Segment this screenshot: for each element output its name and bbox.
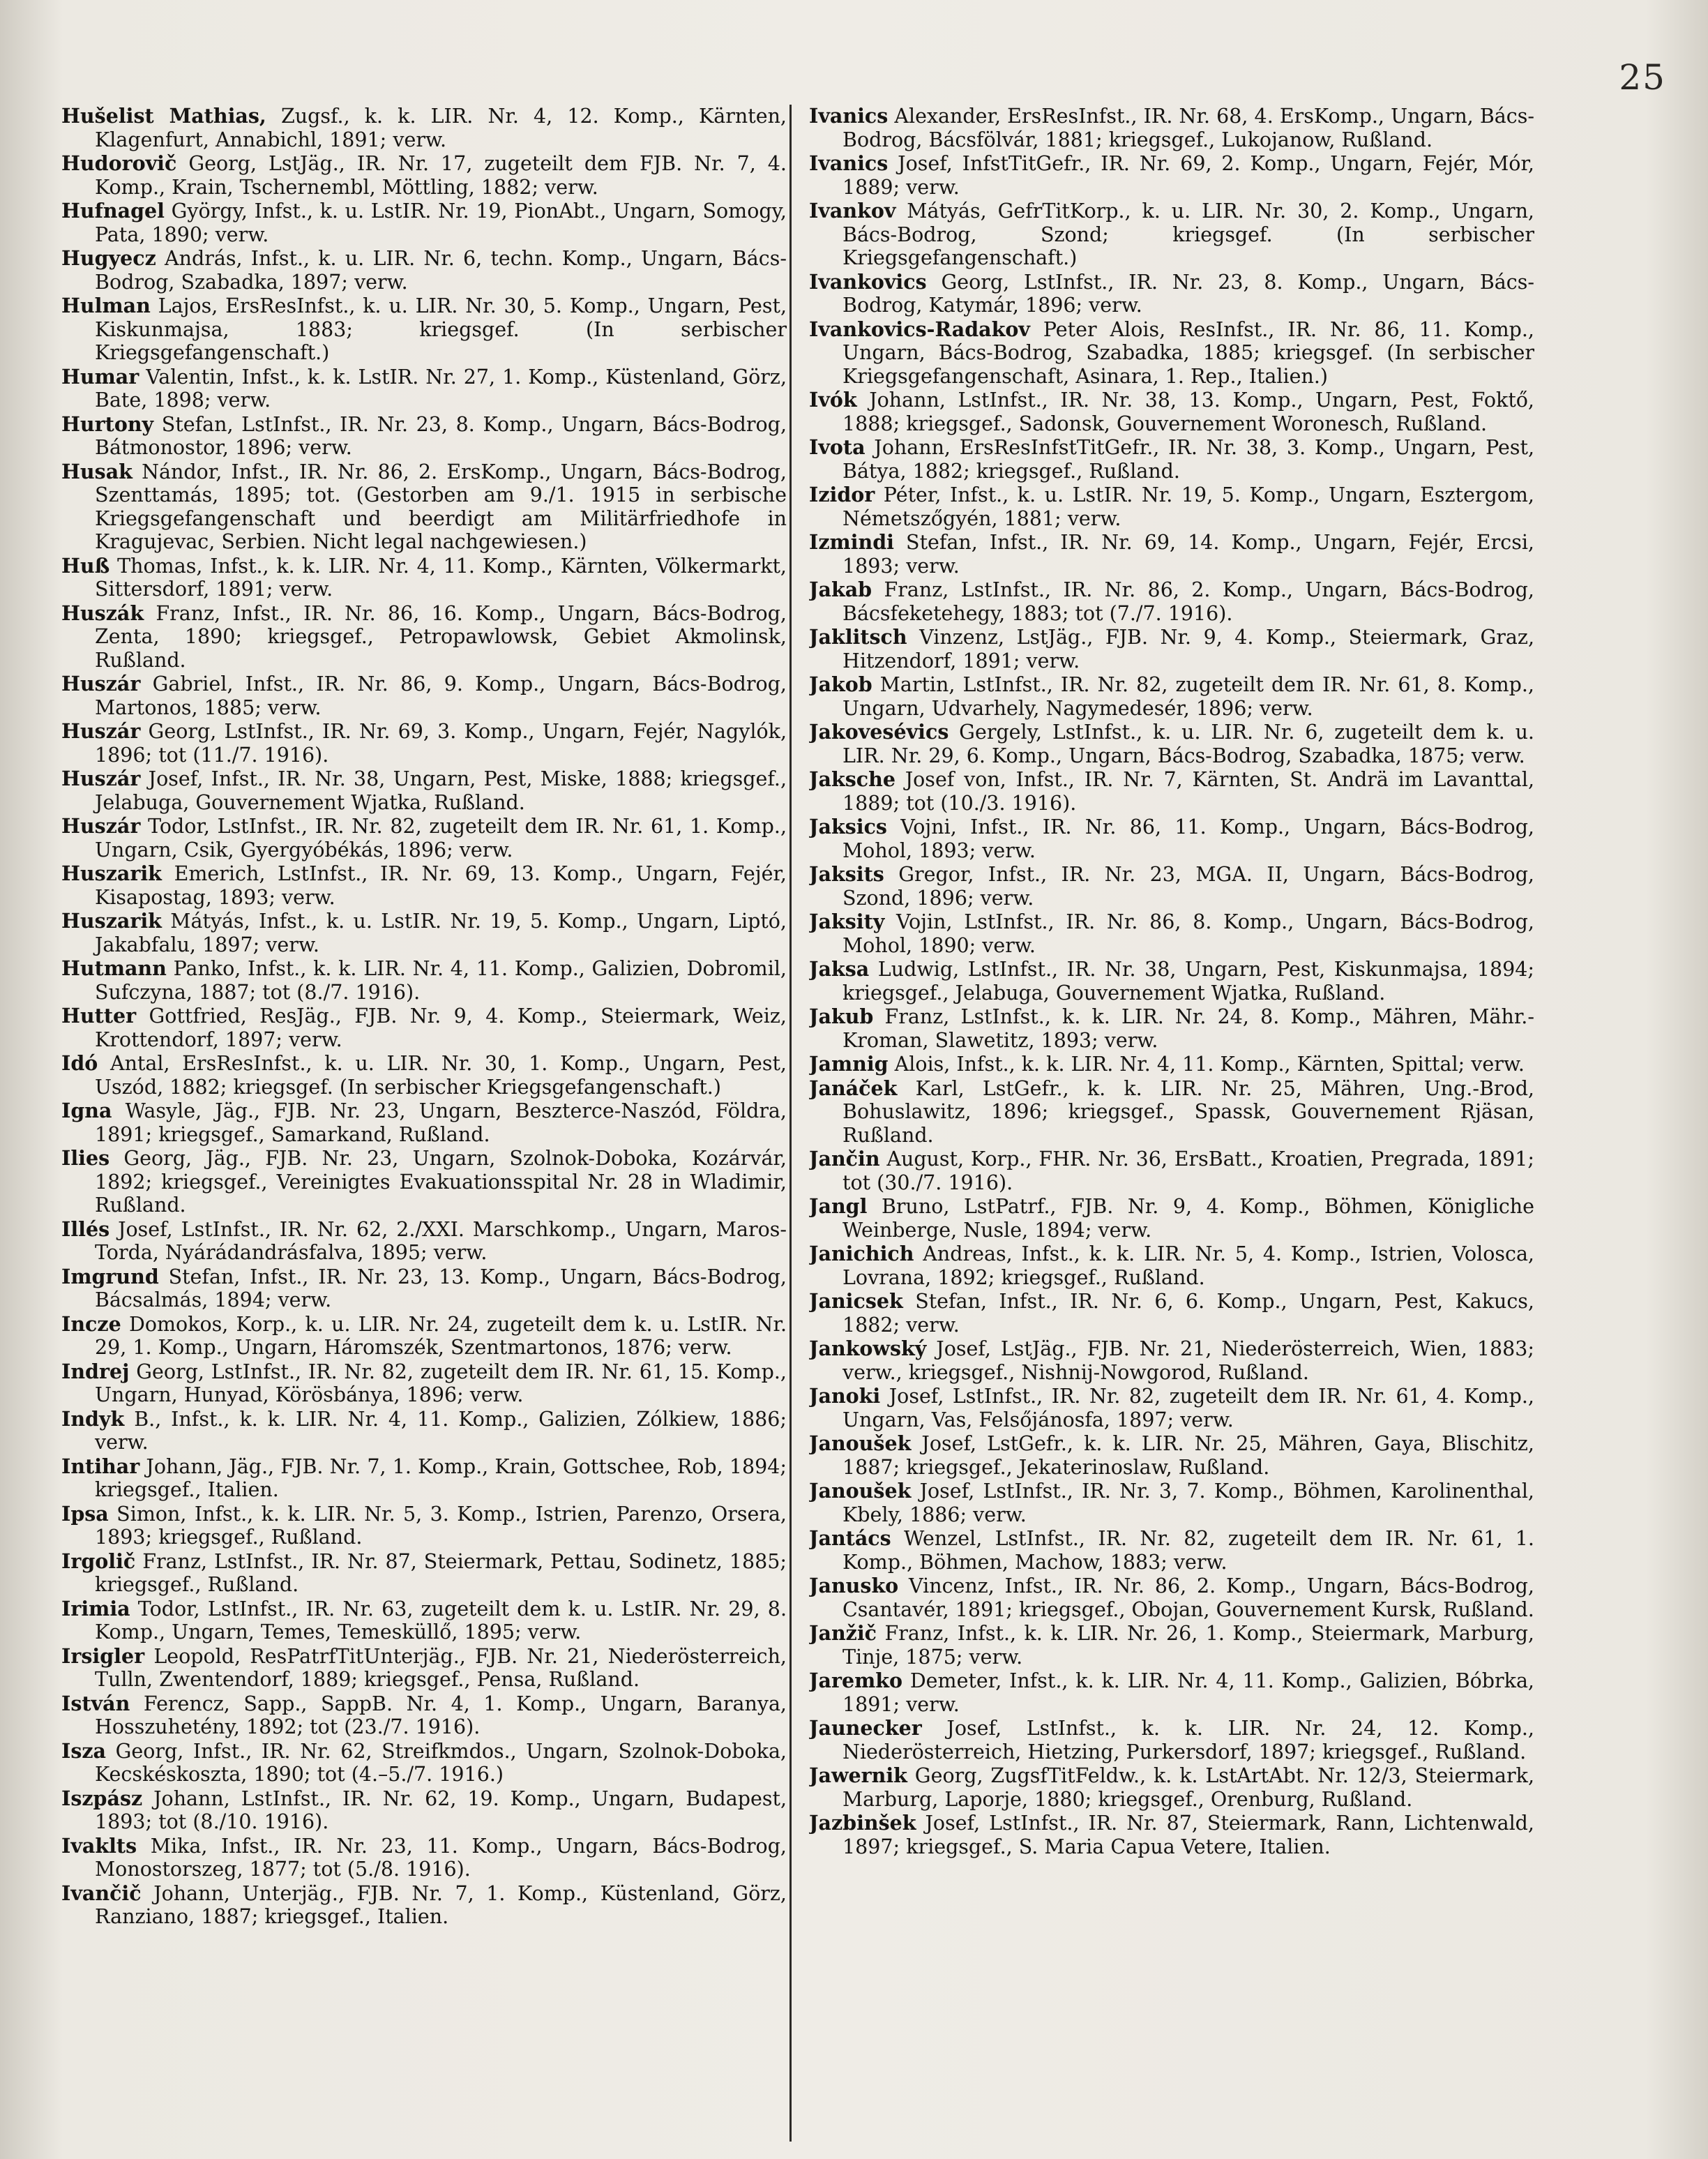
entry-surname: Janžič: [809, 1621, 877, 1645]
list-entry: [809, 768, 1534, 815]
entry-surname: Iszpász: [61, 1786, 143, 1810]
list-entry: [809, 436, 1534, 483]
entry-details: Peter Alois, ResInfst., IR. Nr. 86, 11. Komp., Ungarn, Bács-Bodrog, Szabadka, 1885; kriegsgef. (In serbischer Kriegsgefangenschaft, Asinara, 1. Rep., Italien.): [842, 317, 1534, 388]
entry-details: Johann, Unterjäg., FJB. Nr. 7, 1. Komp., Küstenland, Görz, Ranziano, 1887; kriegsgef., Italien.: [95, 1881, 787, 1928]
entry-surname: Jančin: [809, 1147, 880, 1171]
entry-details: Georg, Infst., IR. Nr. 62, Streifkmdos., Ungarn, Szolnok-Doboka, Kecskéskoszta, 1890; tot (4.–5./7. 1916.): [95, 1739, 787, 1786]
list-entry: [809, 863, 1534, 910]
entry-details: Johann, LstInfst., IR. Nr. 62, 19. Komp., Ungarn, Budapest, 1893; tot (8./10. 1916).: [95, 1786, 787, 1833]
entry-surname: Humar: [61, 364, 139, 389]
list-entry: [809, 958, 1534, 1005]
entry-surname: Hulman: [61, 294, 151, 317]
entry-surname: Hugyecz: [61, 246, 156, 270]
entry-details: Georg, Jäg., FJB. Nr. 23, Ungarn, Szolnok-Doboka, Kozárvár, 1892; kriegsgef., Vereinigtes Evakuationsspital Nr. 28 in Wladimir, Rußland.: [95, 1147, 787, 1217]
list-entry: [809, 910, 1534, 957]
entry-details: Thomas, Infst., k. k. LIR. Nr. 4, 11. Komp., Kärnten, Völkermarkt, Sittersdorf, 1891; verw.: [95, 554, 787, 601]
entry-details: Josef von, Infst., IR. Nr. 7, Kärnten, St. Andrä im Lavanttal, 1889; tot (10./3. 1916).: [842, 768, 1534, 815]
entry-details: Franz, LstInfst., k. k. LIR. Nr. 24, 8. Komp., Mähren, Mähr.-Kroman, Slawetitz, 1893; verw.: [842, 1005, 1534, 1052]
entry-details: Bruno, LstPatrf., FJB. Nr. 9, 4. Komp., Böhmen, Königliche Weinberge, Nusle, 1894; verw.: [842, 1195, 1534, 1242]
list-entry: [61, 1408, 787, 1454]
entry-surname: Jamnig: [809, 1052, 889, 1076]
entry-surname: Jaksche: [809, 767, 895, 791]
entry-details: Josef, LstGefr., k. k. LIR. Nr. 25, Mähren, Gaya, Blischitz, 1887; kriegsgef., Jekaterinoslaw, Rußland.: [842, 1432, 1534, 1479]
list-entry: [61, 862, 787, 909]
list-entry: [809, 1574, 1534, 1621]
list-entry: [61, 1218, 787, 1265]
entry-surname: Jaksits: [809, 862, 884, 886]
entry-surname: Huszár: [61, 767, 141, 790]
list-entry: [61, 200, 787, 246]
entry-details: Georg, LstInfst., IR. Nr. 69, 3. Komp., Ungarn, Fejér, Nagylók, 1896; tot (11./7. 1916).: [95, 720, 787, 767]
list-entry: [61, 1099, 787, 1146]
entry-details: Josef, Infst., IR. Nr. 38, Ungarn, Pest, Miske, 1888; kriegsgef., Jelabuga, Gouvernement Wjatka, Rußland.: [95, 767, 787, 814]
list-entry: [61, 1265, 787, 1312]
entry-surname: Jakovesévics: [809, 720, 949, 744]
entry-surname: Huß: [61, 553, 110, 578]
list-entry: [809, 721, 1534, 767]
page-number: 25: [1619, 57, 1666, 98]
list-entry: [61, 1005, 787, 1051]
entry-details: Leopold, ResPatrfTitUnterjäg., FJB. Nr. 21, Niederösterreich, Tulln, Zwentendorf, 1889; kriegsgef., Pensa, Rußland.: [95, 1644, 787, 1691]
entry-surname: Irgolič: [61, 1549, 136, 1573]
column-divider: [789, 105, 792, 2142]
entry-details: Franz, Infst., k. k. LIR. Nr. 26, 1. Komp., Steiermark, Marburg, Tinje, 1875; verw.: [842, 1622, 1534, 1669]
entry-surname: Janoki: [809, 1384, 881, 1408]
list-entry: [809, 1148, 1534, 1194]
entry-details: Andreas, Infst., k. k. LIR. Nr. 5, 4. Komp., Istrien, Volosca, Lovrana, 1892; kriegsgef., Rußland.: [842, 1242, 1534, 1289]
entry-surname: Jakob: [809, 672, 872, 696]
list-entry: [61, 152, 787, 199]
entry-details: Johann, LstInfst., IR. Nr. 38, 13. Komp., Ungarn, Pest, Foktő, 1888; kriegsgef., Sadonsk, Gouvernement Woronesch, Rußland.: [842, 389, 1534, 435]
entry-surname: Huszár: [61, 719, 141, 743]
entry-details: Alois, Infst., k. k. LIR. Nr. 4, 11. Komp., Kärnten, Spittal; verw.: [888, 1053, 1525, 1076]
entry-surname: Izidor: [809, 483, 875, 506]
entry-details: Stefan, LstInfst., IR. Nr. 23, 8. Komp., Ungarn, Bács-Bodrog, Bátmonostor, 1896; verw.: [95, 412, 787, 459]
list-entry: [809, 1053, 1534, 1076]
list-entry: [61, 720, 787, 767]
list-entry: [809, 1432, 1534, 1479]
entry-surname: Jakub: [809, 1005, 874, 1028]
entry-surname: Janichich: [809, 1242, 914, 1265]
list-entry: [809, 318, 1534, 389]
entry-details: Demeter, Infst., k. k. LIR. Nr. 4, 11. Komp., Galizien, Bóbrka, 1891; verw.: [842, 1669, 1534, 1716]
entry-surname: Indrej: [61, 1359, 130, 1383]
entry-surname: Jaunecker: [809, 1716, 922, 1740]
entry-details: Wasyle, Jäg., FJB. Nr. 23, Ungarn, Beszterce-Naszód, Földra, 1891; kriegsgef., Samarkand, Rußland.: [95, 1099, 787, 1146]
list-entry: [809, 1480, 1534, 1526]
entry-surname: Janoušek: [809, 1479, 912, 1503]
entry-surname: Ipsa: [61, 1501, 109, 1526]
list-entry: [809, 1527, 1534, 1574]
list-entry: [61, 1313, 787, 1360]
entry-details: Stefan, Infst., IR. Nr. 23, 13. Komp., Ungarn, Bács-Bodrog, Bácsalmás, 1894; verw.: [95, 1265, 787, 1311]
entry-surname: Ivota: [809, 435, 866, 459]
entry-details: Gergely, LstInfst., k. u. LIR. Nr. 6, zugeteilt dem k. u. LIR. Nr. 29, 6. Komp., Ungarn, Bács-Bodrog, Szabadka, 1875; verw.: [842, 721, 1534, 767]
entry-surname: Huszár: [61, 672, 141, 695]
entry-surname: Jakab: [809, 578, 872, 601]
entry-surname: Jangl: [809, 1194, 868, 1218]
entry-details: Georg, ZugsfTitFeldw., k. k. LstArtAbt. Nr. 12/3, Steiermark, Marburg, Laporje, 1880; kriegsgef., Orenburg, Rußland.: [842, 1764, 1534, 1811]
list-entry: [809, 483, 1534, 530]
entry-surname: Izmindi: [809, 530, 894, 554]
list-entry: [809, 815, 1534, 862]
list-entry: [809, 578, 1534, 625]
entry-details: György, Infst., k. u. LstIR. Nr. 19, PionAbt., Ungarn, Somogy, Pata, 1890; verw.: [95, 200, 787, 246]
entry-surname: Hufnagel: [61, 199, 165, 223]
entry-surname: Hušelist Mathias,: [61, 105, 266, 128]
entry-surname: Jaksa: [809, 957, 870, 981]
list-entry: [61, 247, 787, 294]
entry-surname: Imgrund: [61, 1264, 159, 1288]
list-entry: [61, 1882, 787, 1929]
list-entry: [809, 1764, 1534, 1811]
entry-details: Vinzenz, LstJäg., FJB. Nr. 9, 4. Komp., Steiermark, Graz, Hitzendorf, 1891; verw.: [842, 626, 1534, 672]
list-entry: [61, 366, 787, 412]
entry-details: Zugsf., k. k. LIR. Nr. 4, 12. Komp., Kärnten, Klagenfurt, Annabichl, 1891; verw.: [95, 105, 787, 151]
entry-details: Gottfried, ResJäg., FJB. Nr. 9, 4. Komp., Steiermark, Weiz, Krottendorf, 1897; verw.: [95, 1005, 787, 1051]
list-entry: [61, 1787, 787, 1834]
entry-details: Josef, InfstTitGefr., IR. Nr. 69, 2. Komp., Ungarn, Fejér, Mór, 1889; verw.: [842, 152, 1534, 199]
list-entry: [809, 152, 1534, 199]
list-entry: [61, 1645, 787, 1692]
entry-surname: Jaklitsch: [809, 625, 907, 649]
entry-surname: Jankowský: [809, 1337, 927, 1360]
entry-details: Josef, LstInfst., IR. Nr. 62, 2./XXI. Marschkomp., Ungarn, Maros-Torda, Nyárádandrásfalva, 1895; verw.: [95, 1217, 787, 1264]
entry-details: Vojin, LstInfst., IR. Nr. 86, 8. Komp., Ungarn, Bács-Bodrog, Mohol, 1890; verw.: [842, 910, 1534, 957]
entry-details: Franz, Infst., IR. Nr. 86, 16. Komp., Ungarn, Bács-Bodrog, Zenta, 1890; kriegsgef., Petropawlowsk, Gebiet Akmolinsk, Rußland.: [95, 601, 787, 672]
entry-surname: Isza: [61, 1738, 107, 1763]
entry-details: Péter, Infst., k. u. LstIR. Nr. 19, 5. Komp., Ungarn, Esztergom, Németszőgyén, 1881; verw.: [842, 483, 1534, 530]
entry-details: Gregor, Infst., IR. Nr. 23, MGA. II, Ungarn, Bács-Bodrog, Szond, 1896; verw.: [842, 863, 1534, 910]
list-entry: [61, 1550, 787, 1597]
list-entry: [61, 910, 787, 956]
entry-details: Gabriel, Infst., IR. Nr. 86, 9. Komp., Ungarn, Bács-Bodrog, Martonos, 1885; verw.: [95, 672, 787, 719]
entry-surname: Jaksity: [809, 910, 885, 933]
entry-surname: Huszák: [61, 601, 144, 625]
entry-surname: Indyk: [61, 1406, 125, 1431]
list-entry: [61, 294, 787, 365]
list-entry: [61, 1052, 787, 1099]
list-entry: [61, 1147, 787, 1217]
list-entry: [809, 105, 1534, 151]
list-entry: [809, 1812, 1534, 1858]
list-entry: [809, 1622, 1534, 1669]
list-entry: [61, 672, 787, 719]
entry-surname: Hudorovič: [61, 151, 177, 175]
entry-surname: Ivankovics-Radakov: [809, 317, 1030, 341]
entry-details: Mátyás, Infst., k. u. LstIR. Nr. 19, 5. Komp., Ungarn, Liptó, Jakabfalu, 1897; verw.: [95, 910, 787, 956]
entry-surname: Jawernik: [809, 1763, 907, 1787]
entry-details: Valentin, Infst., k. k. LstIR. Nr. 27, 1. Komp., Küstenland, Görz, Bate, 1898; verw.: [95, 365, 787, 412]
list-entry: [809, 1669, 1534, 1716]
list-entry: [809, 1195, 1534, 1242]
list-entry: [61, 555, 787, 601]
list-entry: [61, 1597, 787, 1644]
list-entry: [61, 957, 787, 1004]
list-entry: [61, 1740, 787, 1786]
entry-details: Karl, LstGefr., k. k. LIR. Nr. 25, Mähren, Ung.-Brod, Bohuslawitz, 1896; kriegsgef., Spassk, Gouvernement Rjäsan, Rußland.: [842, 1076, 1534, 1147]
entry-details: Georg, LstInfst., IR. Nr. 82, zugeteilt dem IR. Nr. 61, 15. Komp., Ungarn, Hunyad, Körösbánya, 1896; verw.: [95, 1360, 787, 1406]
entry-details: Johann, ErsResInfstTitGefr., IR. Nr. 38, 3. Komp., Ungarn, Pest, Bátya, 1882; kriegsgef., Rußland.: [842, 436, 1534, 483]
list-entry: [809, 673, 1534, 720]
entry-details: Emerich, LstInfst., IR. Nr. 69, 13. Komp., Ungarn, Fejér, Kisapostag, 1893; verw.: [95, 862, 787, 909]
list-entry: [809, 626, 1534, 672]
entry-surname: Huszár: [61, 814, 141, 838]
entry-surname: Intihar: [61, 1454, 140, 1478]
list-entry: [809, 1337, 1534, 1384]
list-entry: [809, 271, 1534, 317]
list-entry: [809, 1717, 1534, 1763]
entry-details: Georg, LstJäg., IR. Nr. 17, zugeteilt dem FJB. Nr. 7, 4. Komp., Krain, Tschernembl, Möttling, 1882; verw.: [95, 152, 787, 199]
entry-details: Domokos, Korp., k. u. LIR. Nr. 24, zugeteilt dem k. u. LstIR. Nr. 29, 1. Komp., Ungarn, Háromszék, Szentmartonos, 1876; verw.: [95, 1312, 787, 1359]
list-entry: [61, 815, 787, 862]
entry-details: Vojni, Infst., IR. Nr. 86, 11. Komp., Ungarn, Bács-Bodrog, Mohol, 1893; verw.: [842, 815, 1534, 862]
entry-surname: Janoušek: [809, 1431, 912, 1455]
list-entry: [809, 531, 1534, 578]
entry-details: Panko, Infst., k. k. LIR. Nr. 4, 11. Komp., Galizien, Dobromil, Sufczyna, 1887; tot (8./7. 1916).: [95, 957, 787, 1004]
entry-surname: Ilies: [61, 1146, 110, 1170]
entry-details: Simon, Infst., k. k. LIR. Nr. 5, 3. Komp., Istrien, Parenzo, Orsera, 1893; kriegsgef., Rußland.: [95, 1502, 787, 1549]
entry-surname: Incze: [61, 1311, 121, 1336]
list-entry: [61, 767, 787, 814]
entry-surname: Idó: [61, 1051, 98, 1075]
entry-details: Stefan, Infst., IR. Nr. 6, 6. Komp., Ungarn, Pest, Kakucs, 1882; verw.: [842, 1290, 1534, 1337]
list-entry: [61, 1503, 787, 1549]
entry-surname: Hutter: [61, 1004, 137, 1028]
list-entry: [61, 1692, 787, 1739]
entry-details: Josef, LstInfst., IR. Nr. 87, Steiermark, Rann, Lichtenwald, 1897; kriegsgef., S. Maria Capua Vetere, Italien.: [842, 1812, 1534, 1858]
entry-details: Franz, LstInfst., IR. Nr. 86, 2. Komp., Ungarn, Bács-Bodrog, Bácsfeketehegy, 1883; tot (7./7. 1916).: [842, 578, 1534, 625]
list-entry: [61, 1455, 787, 1502]
entry-details: Ferencz, Sapp., SappB. Nr. 4, 1. Komp., Ungarn, Baranya, Hosszuhetény, 1892; tot (23./7. 1916).: [95, 1692, 787, 1738]
list-entry: [809, 1290, 1534, 1337]
entry-surname: Ivanics: [809, 151, 889, 175]
list-entry: [61, 602, 787, 672]
entry-details: Franz, LstInfst., IR. Nr. 87, Steiermark, Pettau, Sodinetz, 1885; kriegsgef., Rußland.: [95, 1549, 787, 1596]
entry-surname: Ivankovics: [809, 269, 927, 294]
entry-details: Nándor, Infst., IR. Nr. 86, 2. ErsKomp., Ungarn, Bács-Bodrog, Szenttamás, 1895; tot. (Gestorben am 9./1. 1915 in serbische Kriegsgefangenschaft und beerdigt am Militärfriedhofe in Kragujevac, Serbien. Nicht legal nachgewiesen.): [95, 460, 787, 553]
entry-surname: Ivanics: [809, 105, 889, 128]
list-entry: [809, 389, 1534, 435]
entry-surname: Hutmann: [61, 956, 167, 980]
entry-details: Antal, ErsResInfst., k. u. LIR. Nr. 30, 1. Komp., Ungarn, Pest, Uszód, 1882; kriegsgef. (In serbischer Kriegsgefangenschaft.): [95, 1052, 787, 1099]
entry-details: Johann, Jäg., FJB. Nr. 7, 1. Komp., Krain, Gottschee, Rob, 1894; kriegsgef., Italien.: [95, 1454, 787, 1501]
entry-surname: Janáček: [809, 1076, 898, 1100]
entry-details: Vincenz, Infst., IR. Nr. 86, 2. Komp., Ungarn, Bács-Bodrog, Csantavér, 1891; kriegsgef., Obojan, Gouvernement Kursk, Rußland.: [842, 1574, 1534, 1621]
entry-surname: Huszarik: [61, 862, 162, 885]
entry-surname: István: [61, 1691, 130, 1715]
entry-surname: Ivančič: [61, 1881, 142, 1905]
entry-details: Alexander, ErsResInfst., IR. Nr. 68, 4. ErsKomp., Ungarn, Bács-Bodrog, Bácsfölvár, 1881; kriegsgef., Lukojanow, Rußland.: [842, 105, 1534, 151]
entry-surname: Irsigler: [61, 1643, 145, 1668]
entry-surname: Irimia: [61, 1596, 130, 1620]
left-column: [61, 105, 787, 2142]
list-entry: [809, 1077, 1534, 1148]
list-entry: [61, 105, 787, 151]
entry-details: Lajos, ErsResInfst., k. u. LIR. Nr. 30, 5. Komp., Ungarn, Pest, Kiskunmajsa, 1883; kriegsgef. (In serbischer Kriegsgefangenschaft.): [95, 294, 787, 364]
entry-surname: Jaremko: [809, 1669, 903, 1692]
list-entry: [61, 1360, 787, 1407]
list-entry: [61, 460, 787, 554]
entry-details: B., Infst., k. k. LIR. Nr. 4, 11. Komp., Galizien, Zólkiew, 1886; verw.: [95, 1407, 787, 1454]
list-entry: [809, 1242, 1534, 1289]
entry-details: Georg, LstInfst., IR. Nr. 23, 8. Komp., Ungarn, Bács-Bodrog, Katymár, 1896; verw.: [842, 270, 1534, 317]
list-entry: [809, 200, 1534, 270]
entry-surname: Huszarik: [61, 909, 162, 933]
entry-details: András, Infst., k. u. LIR. Nr. 6, techn. Komp., Ungarn, Bács-Bodrog, Szabadka, 1897; verw.: [95, 247, 787, 294]
entry-surname: Janicsek: [809, 1289, 903, 1313]
entry-surname: Ivók: [809, 388, 857, 412]
entry-details: August, Korp., FHR. Nr. 36, ErsBatt., Kroatien, Pregrada, 1891; tot (30./7. 1916).: [842, 1148, 1534, 1194]
entry-details: Todor, LstInfst., IR. Nr. 82, zugeteilt dem IR. Nr. 61, 1. Komp., Ungarn, Csik, Gyergyóbékás, 1896; verw.: [95, 815, 787, 862]
right-column: [809, 105, 1534, 2142]
entry-details: Josef, LstJäg., FJB. Nr. 21, Niederösterreich, Wien, 1883; verw., kriegsgef., Nishnij-Nowgorod, Rußland.: [842, 1337, 1534, 1384]
entry-details: Josef, LstInfst., IR. Nr. 82, zugeteilt dem IR. Nr. 61, 4. Komp., Ungarn, Vas, Felsőjánosfa, 1897; verw.: [842, 1385, 1534, 1431]
list-entry: [61, 413, 787, 460]
list-entry: [809, 1385, 1534, 1431]
entry-surname: Hurtony: [61, 412, 154, 436]
entry-details: Stefan, Infst., IR. Nr. 69, 14. Komp., Ungarn, Fejér, Ercsi, 1893; verw.: [842, 531, 1534, 578]
entry-details: Mika, Infst., IR. Nr. 23, 11. Komp., Ungarn, Bács-Bodrog, Monostorszeg, 1877; tot (5./8. 1916).: [95, 1834, 787, 1881]
entry-surname: Ivankov: [809, 199, 896, 223]
entry-surname: Illés: [61, 1217, 110, 1241]
entry-details: Josef, LstInfst., IR. Nr. 3, 7. Komp., Böhmen, Karolinenthal, Kbely, 1886; verw.: [842, 1480, 1534, 1526]
entry-surname: Jaksics: [809, 815, 887, 838]
entry-surname: Jantács: [809, 1526, 891, 1550]
entry-details: Josef, LstInfst., k. k. LIR. Nr. 24, 12. Komp., Niederösterreich, Hietzing, Purkersdorf, 1897; kriegsgef., Rußland.: [842, 1717, 1534, 1763]
entry-surname: Jazbinšek: [809, 1811, 916, 1835]
entry-details: Ludwig, LstInfst., IR. Nr. 38, Ungarn, Pest, Kiskunmajsa, 1894; kriegsgef., Jelabuga, Gouvernement Wjatka, Rußland.: [842, 958, 1534, 1005]
entry-details: Mátyás, GefrTitKorp., k. u. LIR. Nr. 30, 2. Komp., Ungarn, Bács-Bodrog, Szond; kriegsgef. (In serbischer Kriegsgefangenschaft.): [842, 200, 1534, 269]
entry-surname: Igna: [61, 1099, 112, 1122]
entry-details: Wenzel, LstInfst., IR. Nr. 82, zugeteilt dem IR. Nr. 61, 1. Komp., Böhmen, Machow, 1883; verw.: [842, 1527, 1534, 1574]
entry-surname: Ivaklts: [61, 1833, 137, 1858]
entry-details: Todor, LstInfst., IR. Nr. 63, zugeteilt dem k. u. LstIR. Nr. 29, 8. Komp., Ungarn, Temes, Temesküllő, 1895; verw.: [95, 1597, 787, 1643]
entry-surname: Husak: [61, 459, 133, 483]
entry-details: Martin, LstInfst., IR. Nr. 82, zugeteilt dem IR. Nr. 61, 8. Komp., Ungarn, Udvarhely, Nagymedesér, 1896; verw.: [842, 673, 1534, 720]
list-entry: [61, 1835, 787, 1881]
entry-surname: Janusko: [809, 1574, 899, 1597]
list-entry: [809, 1005, 1534, 1052]
